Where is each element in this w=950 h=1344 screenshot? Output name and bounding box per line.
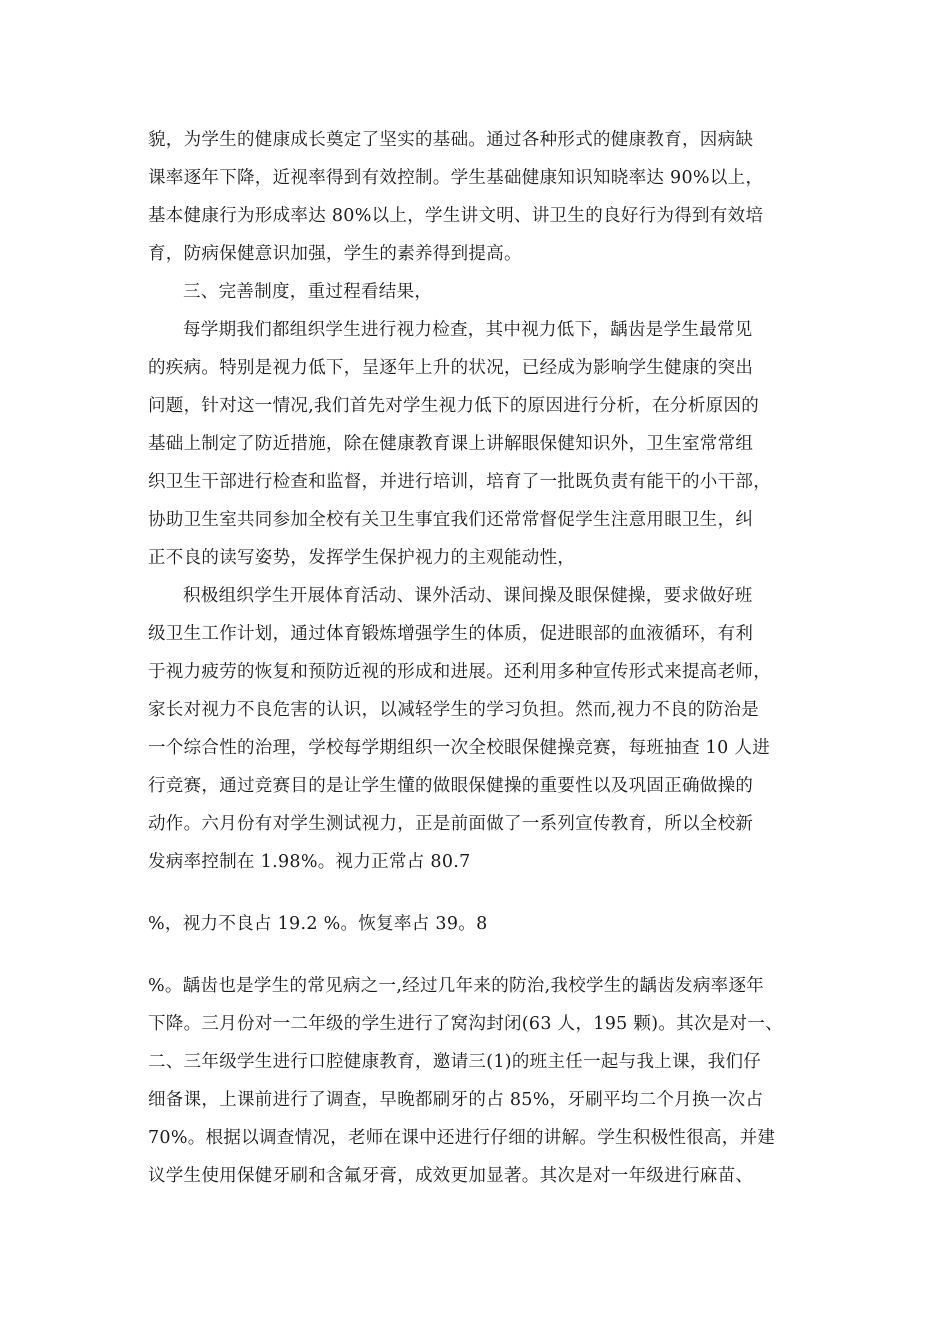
paragraph-line: 级卫生工作计划，通过体育锻炼增强学生的体质，促进眼部的血液循环，有利: [148, 624, 754, 644]
paragraph-line: 积极组织学生开展体育活动、课外活动、课间操及眼保健操，要求做好班: [183, 586, 753, 606]
paragraph-line: 基础上制定了防近措施，除在健康教育课上讲解眼保健知识外，卫生室常常组: [148, 434, 754, 454]
paragraph-line: 议学生使用保健牙刷和含氟牙膏，成效更加显著。其次是对一年级进行麻苗、: [148, 1166, 754, 1186]
paragraph-line: 协助卫生室共同参加全校有关卫生事宜我们还常常督促学生注意用眼卫生，纠: [148, 510, 754, 530]
paragraph-line: 70%。根据以调查情况，老师在课中还进行仔细的讲解。学生积极性很高，并建: [148, 1128, 776, 1148]
paragraph-line: 问题，针对这一情况,我们首先对学生视力低下的原因进行分析，在分析原因的: [148, 396, 760, 416]
paragraph-line: 正不良的读写姿势，发挥学生保护视力的主观能动性，: [148, 548, 576, 568]
paragraph-line: 二、三年级学生进行口腔健康教育，邀请三(1)的班主任一起与我上课，我们仔: [148, 1052, 762, 1072]
paragraph-line: 貌，为学生的健康成长奠定了坚实的基础。通过各种形式的健康教育，因病缺: [148, 130, 754, 150]
paragraph-line: 课率逐年下降，近视率得到有效控制。学生基础健康知识知晓率达 90%以上，: [148, 168, 764, 188]
paragraph-line: 细备课，上课前进行了调查，早晚都刷牙的占 85%，牙刷平均二个月换一次占: [148, 1090, 764, 1110]
paragraph-line: 下降。三月份对一二年级的学生进行了窝沟封闭(63 人，195 颗)。其次是对一、: [148, 1014, 783, 1034]
paragraph-line: 每学期我们都组织学生进行视力检查，其中视力低下，龋齿是学生最常见: [183, 320, 753, 340]
paragraph-line: %。龋齿也是学生的常见病之一,经过几年来的防治,我校学生的龋齿发病率逐年: [148, 976, 765, 996]
paragraph-line: 家长对视力不良危害的认识，以减轻学生的学习负担。然而,视力不良的防治是: [148, 700, 760, 720]
paragraph-line: 一个综合性的治理，学校每学期组织一次全校眼保健操竞赛，每班抽查 10 人进: [148, 738, 770, 758]
paragraph-line: 织卫生干部进行检查和监督，并进行培训，培育了一批既负责有能干的小干部，: [148, 472, 771, 492]
paragraph-line: 的疾病。特别是视力低下，呈逐年上升的状况，已经成为影响学生健康的突出: [148, 358, 754, 378]
paragraph-line: 基本健康行为形成率达 80%以上，学生讲文明、讲卫生的良好行为得到有效培: [148, 206, 764, 226]
paragraph-line: 育，防病保健意识加强，学生的素养得到提高。: [148, 244, 522, 264]
paragraph-line: 发病率控制在 1.98%。视力正常占 80.7: [148, 852, 471, 872]
paragraph-line: 于视力疲劳的恢复和预防近视的形成和进展。还利用多种宣传形式来提高老师，: [148, 662, 771, 682]
paragraph-line: %，视力不良占 19.2 %。恢复率占 39。8: [148, 914, 488, 934]
section-heading: 三、完善制度，重过程看结果，: [183, 282, 433, 302]
paragraph-line: 行竞赛，通过竞赛目的是让学生懂的做眼保健操的重要性以及巩固正确做操的: [148, 776, 754, 796]
paragraph-line: 动作。六月份有对学生测试视力，正是前面做了一系列宣传教育，所以全校新: [148, 814, 754, 834]
